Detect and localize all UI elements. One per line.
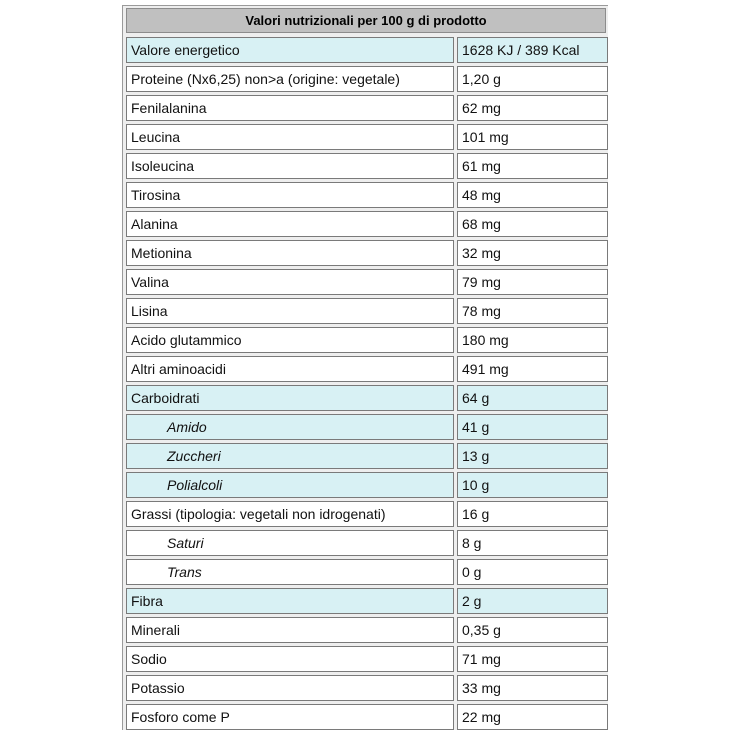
- table-row: [126, 530, 608, 556]
- nutrient-value: 0 g: [457, 559, 608, 585]
- nutrient-value: 48 mg: [457, 182, 608, 208]
- nutrient-value: 32 mg: [457, 240, 608, 266]
- table-row: [126, 327, 608, 353]
- nutrient-name: Tirosina: [126, 182, 454, 208]
- nutrient-value: 101 mg: [457, 124, 608, 150]
- nutrient-value: 71 mg: [457, 646, 608, 672]
- nutrient-value: 68 mg: [457, 211, 608, 237]
- nutrient-name: Trans: [126, 559, 454, 585]
- nutrient-value: 61 mg: [457, 153, 608, 179]
- table-row: [126, 704, 608, 730]
- nutrient-value: 0,35 g: [457, 617, 608, 643]
- nutrient-value: 1,20 g: [457, 66, 608, 92]
- nutrient-name: Alanina: [126, 211, 454, 237]
- table-row: [126, 646, 608, 672]
- nutrient-value: 64 g: [457, 385, 608, 411]
- nutrient-value: 491 mg: [457, 356, 608, 382]
- table-row: [126, 182, 608, 208]
- table-row: [126, 559, 608, 585]
- table-row: [126, 443, 608, 469]
- table-row: [126, 588, 608, 614]
- nutrient-name: Grassi (tipologia: vegetali non idrogenati): [126, 501, 454, 527]
- nutrient-value: 1628 KJ / 389 Kcal: [457, 37, 608, 63]
- nutrient-name: Minerali: [126, 617, 454, 643]
- nutrient-value: 22 mg: [457, 704, 608, 730]
- nutrient-name: Valina: [126, 269, 454, 295]
- nutrient-value: 180 mg: [457, 327, 608, 353]
- table-row: [126, 385, 608, 411]
- nutrient-name: Fosforo come P: [126, 704, 454, 730]
- nutrient-name: Zuccheri: [126, 443, 454, 469]
- nutrient-name: Leucina: [126, 124, 454, 150]
- table-row: [126, 37, 608, 63]
- nutrient-value: 62 mg: [457, 95, 608, 121]
- nutrient-value: 78 mg: [457, 298, 608, 324]
- nutrient-name: Metionina: [126, 240, 454, 266]
- table-row: [126, 66, 608, 92]
- table-row: [126, 414, 608, 440]
- nutrient-value: 33 mg: [457, 675, 608, 701]
- table-row: [126, 675, 608, 701]
- table-row: [126, 95, 608, 121]
- nutrient-name: Amido: [126, 414, 454, 440]
- table-row: [126, 298, 608, 324]
- nutrition-table: [122, 5, 608, 730]
- nutrient-name: Proteine (Nx6,25) non>a (origine: vegetale): [126, 66, 454, 92]
- nutrient-name: Altri aminoacidi: [126, 356, 454, 382]
- nutrient-value: 2 g: [457, 588, 608, 614]
- nutrient-name: Saturi: [126, 530, 454, 556]
- table-row: [126, 153, 608, 179]
- nutrient-value: 79 mg: [457, 269, 608, 295]
- nutrient-value: 16 g: [457, 501, 608, 527]
- table-row: [126, 124, 608, 150]
- nutrient-name: Potassio: [126, 675, 454, 701]
- nutrient-value: 13 g: [457, 443, 608, 469]
- table-row: [126, 501, 608, 527]
- nutrient-name: Lisina: [126, 298, 454, 324]
- nutrient-name: Fibra: [126, 588, 454, 614]
- nutrient-name: Polialcoli: [126, 472, 454, 498]
- table-body: [126, 37, 608, 733]
- nutrient-name: Valore energetico: [126, 37, 454, 63]
- table-row: [126, 617, 608, 643]
- nutrient-value: 8 g: [457, 530, 608, 556]
- table-row: [126, 240, 608, 266]
- nutrient-name: Carboidrati: [126, 385, 454, 411]
- nutrient-value: 10 g: [457, 472, 608, 498]
- table-row: [126, 211, 608, 237]
- nutrient-name: Isoleucina: [126, 153, 454, 179]
- nutrient-name: Acido glutammico: [126, 327, 454, 353]
- nutrient-name: Fenilalanina: [126, 95, 454, 121]
- nutrient-value: 41 g: [457, 414, 608, 440]
- nutrient-name: Sodio: [126, 646, 454, 672]
- table-row: [126, 269, 608, 295]
- table-title: Valori nutrizionali per 100 g di prodotto: [126, 8, 606, 33]
- table-row: [126, 356, 608, 382]
- table-row: [126, 472, 608, 498]
